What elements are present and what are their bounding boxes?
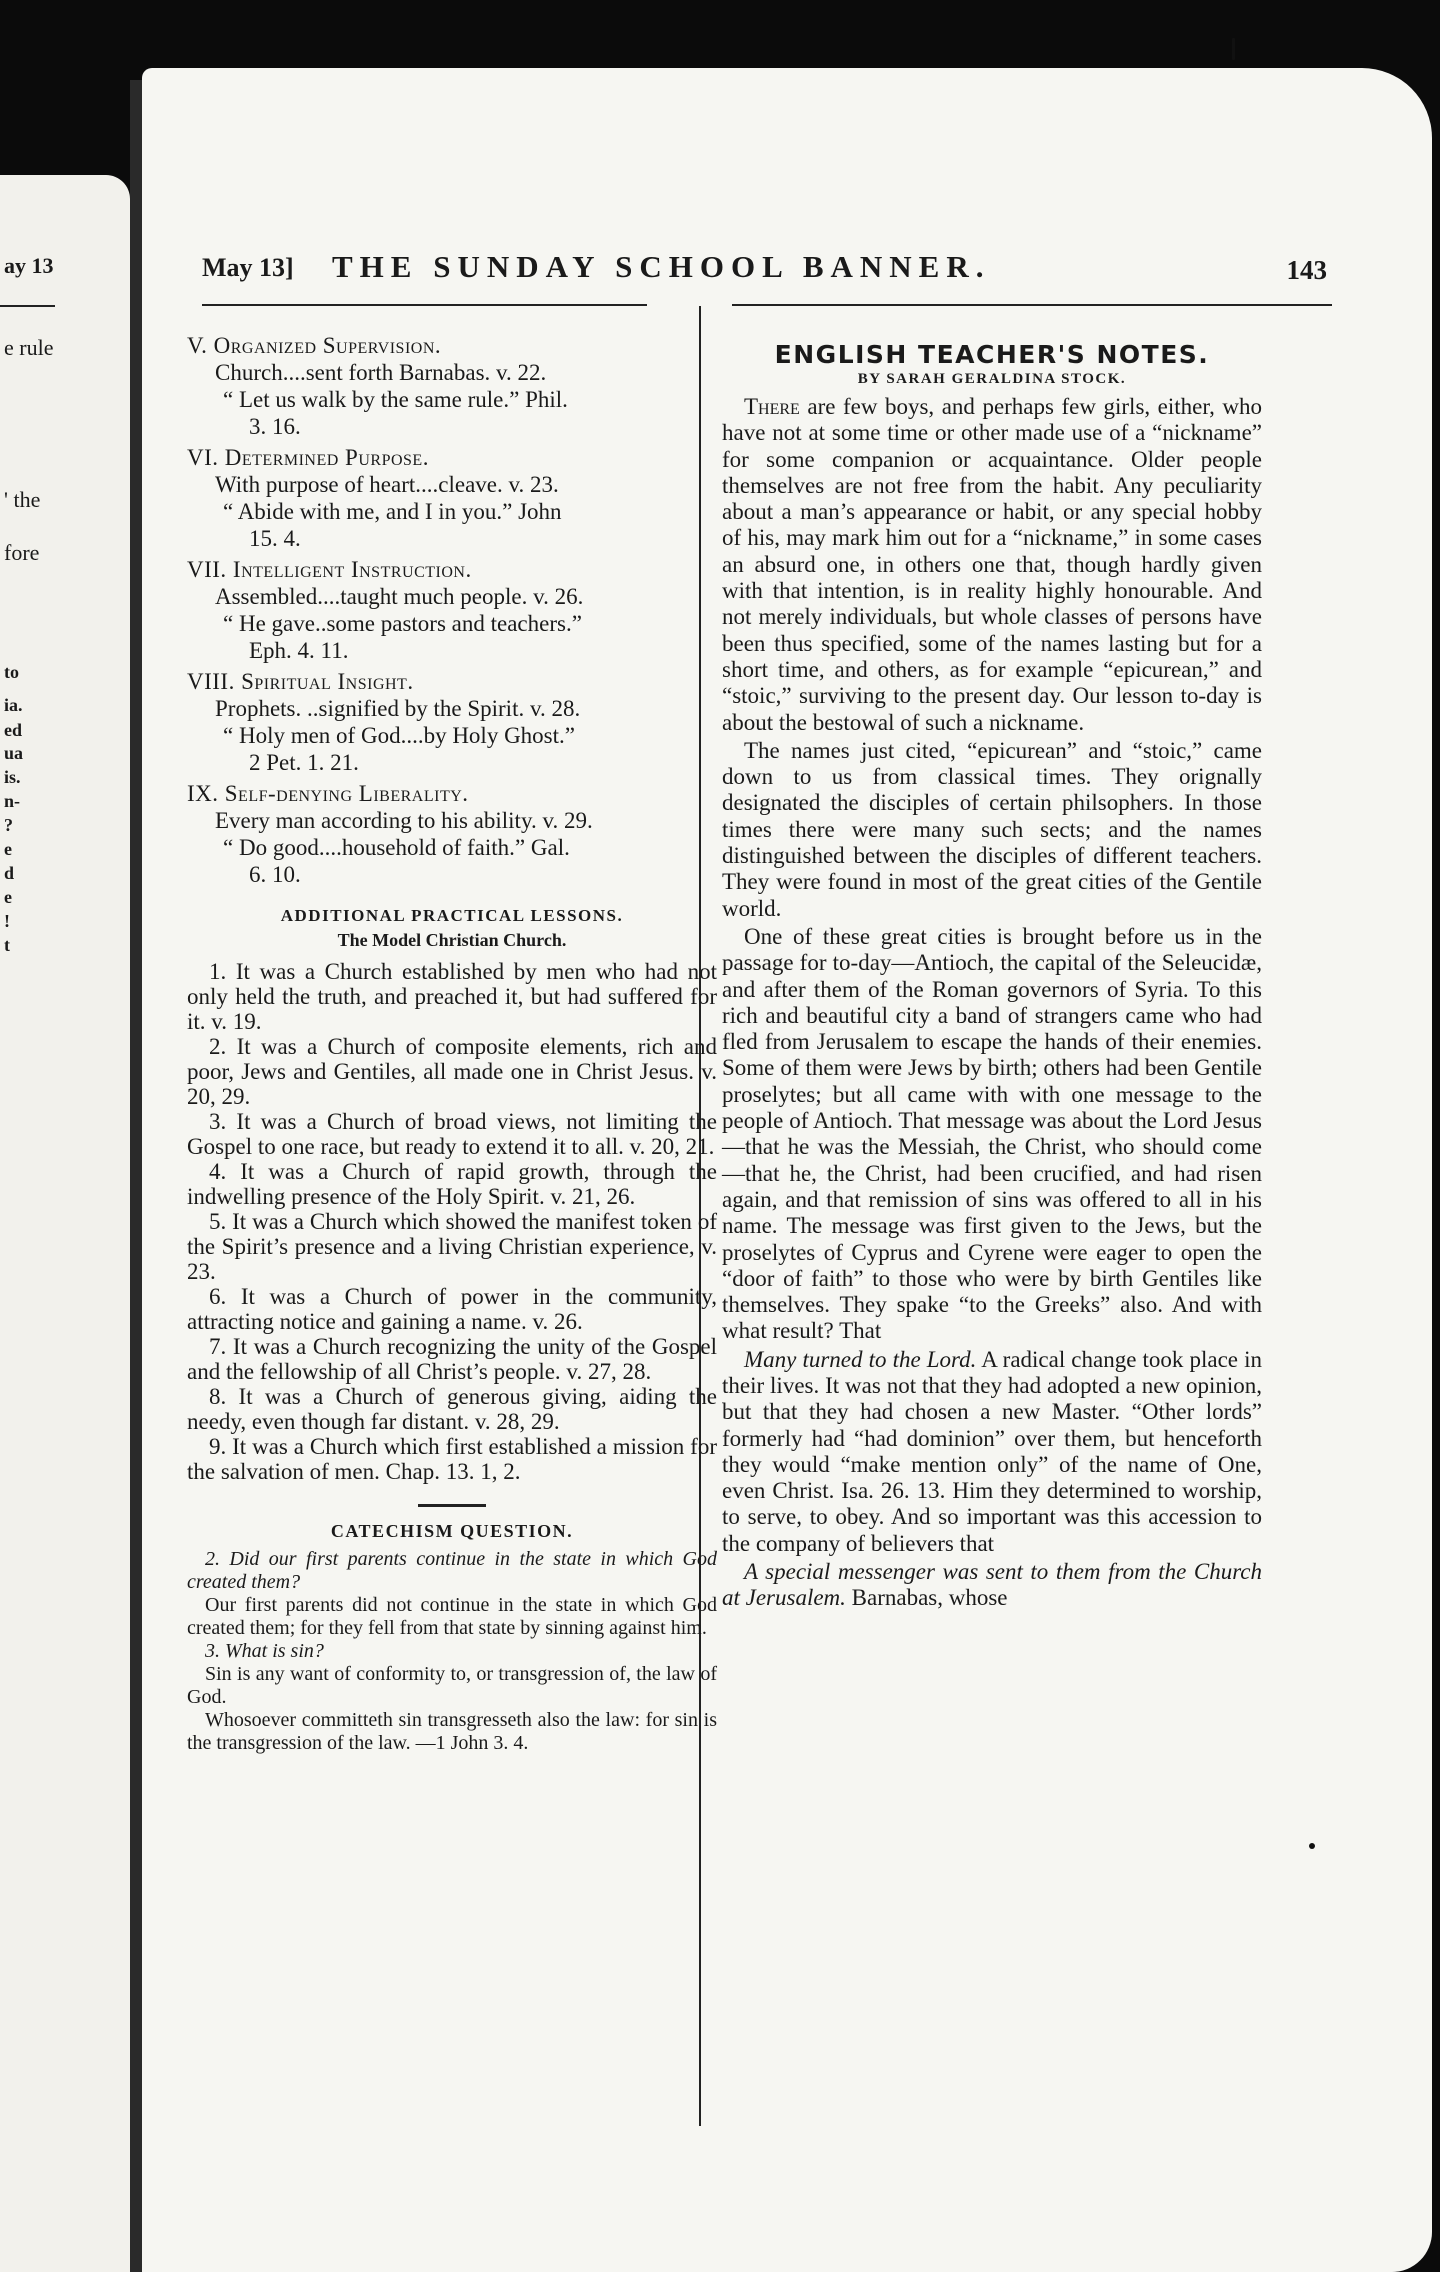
outline-line: Prophets. ..signified by the Spirit. v. 28. [215, 696, 581, 721]
paragraph-text: A radical change took place in their lives. It was not that they had adopted a new opinion, but that they had chosen a new Master. “Other lords” formerly had “had dominion” over them, but henceforth they would “make mention only” of the name of One, even Christ. Isa. 26. 13. Him they determined to worship, to serve, to obey. And so important was this accession to the company of believers that [722, 1346, 1262, 1556]
outline-line: “ He gave..some pastors and teachers.” [223, 611, 582, 636]
outline-line: Eph. 4. 11. [249, 638, 349, 663]
left-page-fragment: to [4, 662, 19, 682]
lesson-item: 6. It was a Church of power in the community, attracting notice and gaining a name. v. 26. [187, 1284, 717, 1334]
magazine-page [142, 68, 1432, 2272]
outline-line: Assembled....taught much people. v. 26. [215, 584, 584, 609]
outline-line: “ Abide with me, and I in you.” John [223, 499, 562, 524]
lesson-item: 7. It was a Church recognizing the unity of the Gospel and the fellowship of all Christ’s people. v. 27, 28. [187, 1334, 717, 1384]
outline-line: With purpose of heart....cleave. v. 23. [215, 472, 559, 497]
catechism-question: 2. Did our first parents continue in the state in which God created them? [187, 1548, 717, 1593]
paragraph-text: are few boys, and perhaps few girls, either, who have not at some time or other made use of a “nickname” for some companion or acquaintance. Older people themselves are not free from the habit. Any peculiarity about a man’s appearance or habit, or any special hobby of his, may mark him out for a “nickname,” in some cases an absurd one, in others one that, though hardly given with that intention, is in reality highly honourable. And not merely individuals, but whole classes of persons have been thus specified, some of the names lasting but for a short time, and others, as for example “epicurean,” and “stoic,” surviving to the present day. Our lesson to-day is about the bestowal of such a nickname. [722, 394, 1262, 735]
left-page-fragment: is. [4, 767, 21, 787]
outline-heading: IX. Self-denying Liberality. [187, 781, 469, 806]
drop-lead-word: There [744, 394, 800, 419]
lesson-item: 4. It was a Church of rapid growth, through the indwelling presence of the Holy Spirit. v. 21, 26. [187, 1159, 717, 1209]
notes-author: BY SARAH GERALDINA STOCK. [857, 371, 1127, 387]
section-divider [418, 1504, 486, 1507]
page-header [202, 249, 1327, 297]
left-page-fragment: e [4, 839, 12, 859]
catechism-answer: Our first parents did not continue in the state in which God created them; for they fell from that state by sinning against him. [187, 1594, 717, 1639]
outline-section [187, 332, 717, 440]
print-speck [1309, 1843, 1315, 1849]
italic-lead: A special messenger was sent to them from the Church at Jerusalem. [722, 1559, 1262, 1611]
publication-title: THE SUNDAY SCHOOL BANNER. [332, 249, 991, 284]
notes-title: ENGLISH TEACHER'S NOTES. [774, 340, 1210, 369]
outline-line: “ Let us walk by the same rule.” Phil. [223, 387, 568, 412]
left-page-fragment: ay 13 [4, 253, 54, 278]
left-page-fragment: ! [4, 911, 10, 931]
lesson-item: 2. It was a Church of composite elements, rich and poor, Jews and Gentiles, all made one in Christ Jesus. v. 20, 29. [187, 1034, 717, 1109]
outline-line: “ Holy men of God....by Holy Ghost.” [223, 723, 575, 748]
left-page-fragment: t [4, 935, 10, 955]
lesson-item: 8. It was a Church of generous giving, aiding the needy, even though far distant. v. 28, 29. [187, 1384, 717, 1434]
catechism-answer: Sin is any want of conformity to, or transgression of, the law of God. [187, 1663, 717, 1708]
adjacent-page-strip [0, 175, 130, 2272]
left-page-fragment: ' the [4, 487, 41, 512]
outline-section [187, 668, 717, 776]
left-column [187, 328, 717, 1755]
outline-section [187, 444, 717, 552]
notes-paragraph [722, 394, 1262, 736]
left-page-fragment: n- [4, 791, 21, 811]
additional-lessons-heading: ADDITIONAL PRACTICAL LESSONS. [280, 906, 624, 925]
left-page-rule [0, 305, 55, 307]
page-number: 143 [1286, 255, 1327, 285]
left-page-fragment: ua [4, 743, 24, 763]
outline-section [187, 556, 717, 664]
outline-heading: V. Organized Supervision. [187, 333, 442, 358]
outline-section [187, 780, 717, 888]
issue-date: May 13] [202, 253, 294, 282]
outline-heading: VII. Intelligent Instruction. [187, 557, 472, 582]
lesson-item: 5. It was a Church which showed the manifest token of the Spirit’s presence and a living Christian experience, v. 23. [187, 1209, 717, 1284]
outline-line: 3. 16. [249, 414, 301, 439]
outline-line: 6. 10. [249, 862, 301, 887]
notes-paragraph [722, 1559, 1262, 1612]
header-rule-right [732, 304, 1332, 306]
notes-paragraph: One of these great cities is brought before us in the passage for to-day—Antioch, the capital of the Seleucidæ, and after them of the Roman governors of Syria. To this rich and beautiful city a band of strangers came who had fled from Jerusalem to escape the hands of their enemies. Some of them were Jews by birth; others had been Gentile proselytes; but all came with with one message to the people of Antioch. That message was about the Lord Jesus—that he was the Messiah, the Christ, who should come—that he, the Christ, had been crucified, and had risen again, and that remission of sins was offered to all in his name. The message was first given to the Jews, but the proselytes of Cyprus and Cyrene were eager to open the “door of faith” to those who were by birth Gentiles like themselves. They spake “to the Greeks” also. And with what result? That [722, 923, 1262, 1344]
outline-line: “ Do good....household of faith.” Gal. [223, 835, 570, 860]
outline-heading: VIII. Spiritual Insight. [187, 669, 414, 694]
lesson-item: 3. It was a Church of broad views, not limiting the Gospel to one race, but ready to extend it to all. v. 20, 21. [187, 1109, 717, 1159]
scan-mark [1232, 38, 1235, 60]
right-column [722, 340, 1262, 1614]
additional-lessons-subheading: The Model Christian Church. [337, 930, 567, 950]
outline-line: 15. 4. [249, 526, 301, 551]
left-page-fragment: d [4, 863, 15, 883]
outline-line: Every man according to his ability. v. 29. [215, 808, 593, 833]
lesson-item: 9. It was a Church which first established a mission for the salvation of men. Chap. 13. 1, 2. [187, 1434, 717, 1484]
left-page-fragment: e [4, 887, 12, 907]
catechism-question: 3. What is sin? [205, 1640, 324, 1662]
outline-line: 2 Pet. 1. 21. [249, 750, 359, 775]
header-rule-left [202, 304, 647, 306]
paragraph-text: Barnabas, whose [845, 1585, 1008, 1611]
left-page-fragment: ia. [4, 695, 23, 715]
italic-lead: Many turned to the Lord. [744, 1346, 977, 1372]
lesson-item: 1. It was a Church established by men who had not only held the truth, and preached it, but had suffered for it. v. 19. [187, 959, 717, 1034]
left-page-fragment: ed [4, 720, 22, 740]
left-page-fragment: ? [4, 815, 13, 835]
left-page-fragment: e rule [4, 335, 54, 360]
catechism-heading: CATECHISM QUESTION. [330, 1521, 574, 1541]
outline-line: Church....sent forth Barnabas. v. 22. [215, 360, 547, 385]
notes-paragraph [722, 1347, 1262, 1557]
left-page-fragment: fore [4, 540, 40, 565]
notes-paragraph: The names just cited, “epicurean” and “stoic,” came down to us from classical times. They orignally designated the disciples of certain philsophers. In those times there were many such sects; and the names distinguished between the disciples of different teachers. They were found in most of the great cities of the Gentile world. [722, 737, 1262, 921]
outline-heading: VI. Determined Purpose. [187, 445, 429, 470]
catechism-answer: Whosoever committeth sin transgresseth also the law: for sin is the transgression of the law. —1 John 3. 4. [187, 1709, 717, 1754]
